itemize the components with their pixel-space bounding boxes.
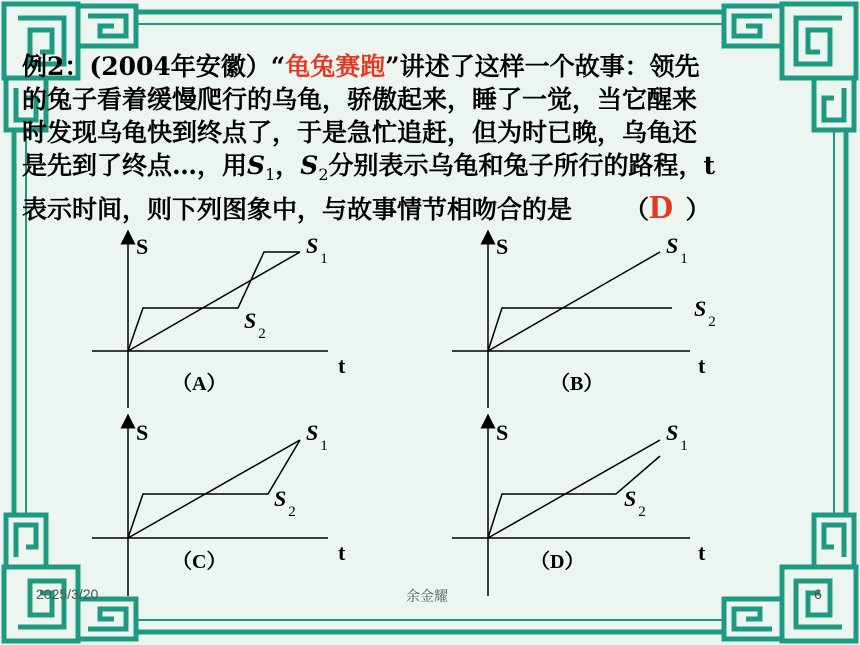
- curve-s1: [128, 252, 300, 351]
- story-title: 龟兔赛跑: [285, 52, 386, 81]
- s2-label: $S_2$: [244, 308, 266, 342]
- s2-label: $S_2$: [274, 486, 296, 520]
- s2-label: $S_2$: [624, 486, 646, 520]
- problem-line-4-rest: 分别表示乌龟和兔子所行的路程，t: [328, 151, 716, 180]
- s2-label: $S_2$: [694, 296, 716, 330]
- s1-label: $S_1$: [306, 233, 328, 267]
- y-axis-label: S: [496, 234, 509, 259]
- x-axis-label: t: [338, 540, 346, 565]
- option-b-label: （B）: [550, 373, 604, 395]
- x-axis-label: t: [338, 353, 346, 378]
- problem-intro: 例2：(2004年安徽）“: [22, 52, 286, 81]
- answer-letter: D: [649, 189, 674, 226]
- problem-line-3: 时发现乌龟快到终点了，于是急忙追赶，但为时已晚，乌龟还: [22, 118, 698, 147]
- answer-open-paren: （: [624, 195, 650, 224]
- x-axis-label: t: [698, 353, 706, 378]
- problem-line-1-rest: ”讲述了这样一个故事：领先: [385, 52, 700, 81]
- option-d-label: （D）: [530, 551, 585, 573]
- footer-date: 2025/3/20: [36, 586, 99, 602]
- problem-line-2: 的兔子看着缓慢爬行的乌龟，骄傲起来，睡了一觉，当它醒来: [22, 85, 698, 114]
- y-axis-label: S: [136, 420, 149, 445]
- option-a-label: （A）: [172, 373, 227, 395]
- symbol-s2: $S_2$: [300, 151, 329, 184]
- symbol-s1: $S_1$: [247, 151, 276, 184]
- y-axis-label: S: [136, 234, 149, 259]
- x-axis-label: t: [698, 540, 706, 565]
- footer-author: 余金耀: [406, 588, 448, 604]
- s1-label: $S_1$: [666, 420, 688, 454]
- answer-close-paren: ）: [685, 195, 711, 224]
- footer-page-number: 6: [814, 586, 822, 602]
- problem-question: 表示时间，则下列图象中，与故事情节相吻合的是: [22, 195, 573, 224]
- option-c-label: （C）: [172, 551, 227, 573]
- s1-label: $S_1$: [666, 233, 688, 267]
- problem-line-4-start: 是先到了终点…，用: [22, 151, 248, 180]
- curve-s2: [488, 308, 672, 351]
- curve-s1: [488, 252, 660, 351]
- comma: ，: [275, 151, 301, 180]
- y-axis-label: S: [496, 420, 509, 445]
- s1-label: $S_1$: [306, 420, 328, 454]
